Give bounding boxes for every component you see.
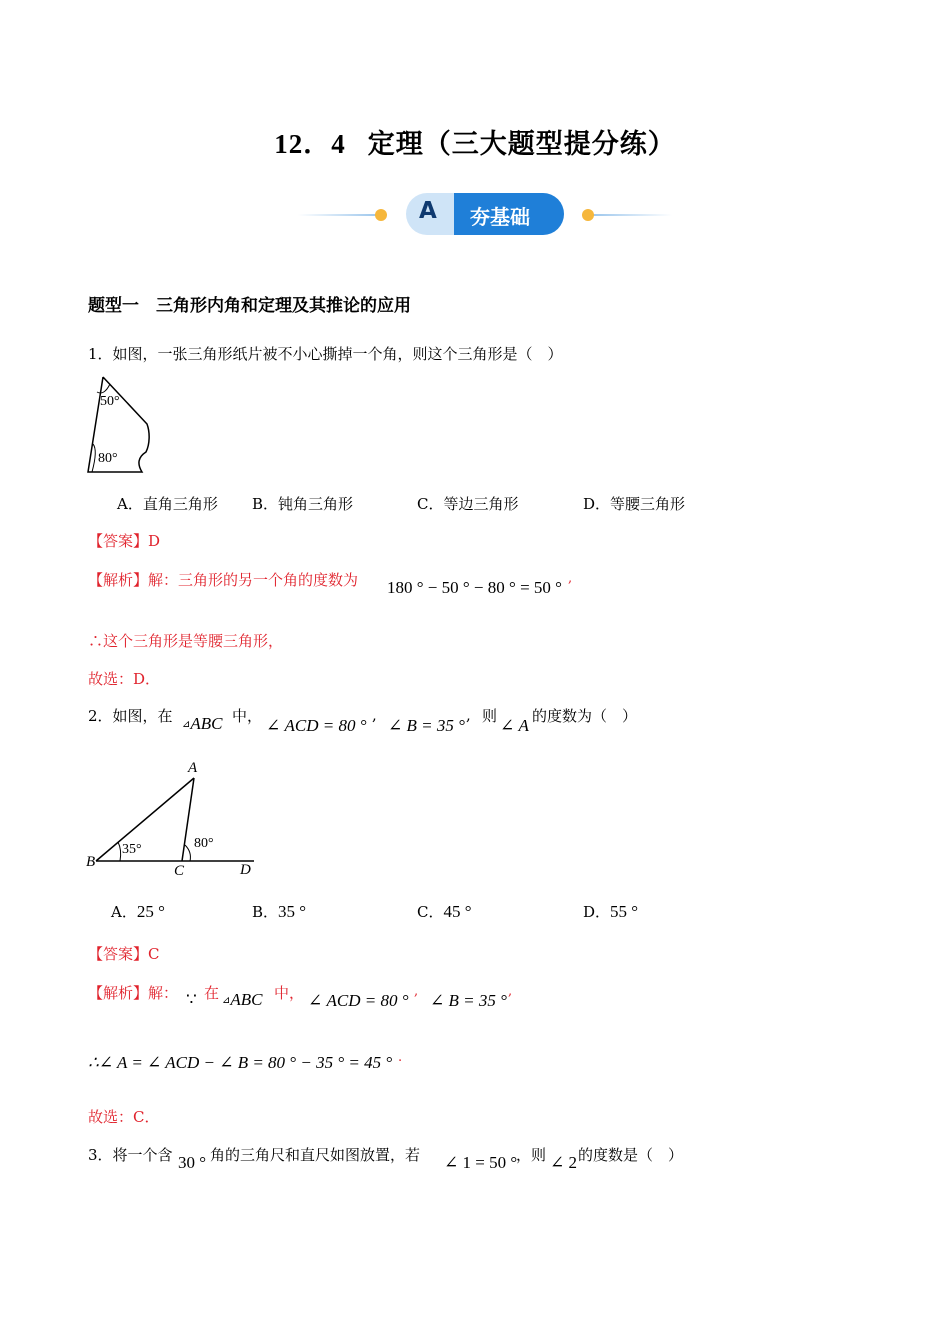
q2-analysis-abc: ⊿ABC xyxy=(222,990,263,1009)
level-badge xyxy=(296,190,676,238)
q2-because: ∵ xyxy=(186,990,197,1009)
q1-option-b[interactable]: B．钝角三角形 xyxy=(252,495,354,513)
q2-stem-post: 的度数为（ ） xyxy=(532,707,638,725)
q2-analysis-sep2: , xyxy=(508,984,513,999)
q2-choose: 故选：C． xyxy=(88,1108,160,1126)
q2-stem-then: 则 xyxy=(482,707,498,725)
q2-figure xyxy=(84,760,264,885)
q2-angle-b: 35° xyxy=(122,842,142,857)
q1-option-a[interactable]: A．直角三角形 xyxy=(117,495,218,513)
q2-analysis-in: 在 xyxy=(204,984,220,1002)
q2-sep2: , xyxy=(466,706,471,724)
triangle-icon: ⊿ xyxy=(182,719,191,730)
q1-analysis-math: 180 ° − 50 ° − 80 ° = 50 ° xyxy=(387,578,562,597)
q2-target: ∠ A xyxy=(500,716,529,735)
badge-label: 夯基础 xyxy=(470,205,530,229)
q2-analysis-cond2: ∠ B = 35 ° xyxy=(430,991,507,1010)
q2-analysis-line2: ∴∠ A = ∠ ACD − ∠ B = 80 ° − 35 ° = 45 ° xyxy=(88,1053,393,1072)
q2-label-c: C xyxy=(174,863,185,879)
q2-analysis-label: 【解析】解： xyxy=(88,984,179,1002)
q3-cond: ∠ 1 = 50 ° xyxy=(444,1153,518,1172)
q2-label-a: A xyxy=(188,760,198,776)
q2-option-d[interactable]: D．55 ° xyxy=(583,902,639,921)
page-title xyxy=(0,122,950,161)
q3-stem-then: ，则 xyxy=(516,1146,547,1164)
q2-analysis-sep: , xyxy=(414,984,419,999)
title-text: 定理（三大题型提分练） xyxy=(367,129,676,160)
q2-analysis-dot: . xyxy=(398,1050,403,1065)
q1-stem: 1．如图，一张三角形纸片被不小心撕掉一个角，则这个三角形是（ ） xyxy=(88,345,563,363)
q1-figure xyxy=(84,372,164,476)
q3-degree: 30 ° xyxy=(178,1153,207,1172)
q2-analysis-cond1: ∠ ACD = 80 ° xyxy=(308,991,409,1010)
q3-stem-post: 的度数是（ ） xyxy=(578,1146,684,1164)
q2-label-b: B xyxy=(86,854,96,870)
q1-angle-top: 50° xyxy=(100,394,120,409)
q2-cond2: ∠ B = 35 ° xyxy=(388,716,465,735)
q1-analysis-comma: , xyxy=(568,571,573,586)
q2-analysis-mid: 中， xyxy=(274,984,305,1002)
q1-option-c[interactable]: C．等边三角形 xyxy=(417,495,519,513)
q2-stem-mid: 中， xyxy=(232,707,263,725)
q1-choose: 故选：D． xyxy=(88,670,161,688)
q3-target: ∠ 2 xyxy=(550,1153,577,1172)
q2-answer: 【答案】C xyxy=(88,945,160,963)
q1-option-d[interactable]: D．等腰三角形 xyxy=(583,495,686,513)
q2-angle-c: 80° xyxy=(194,836,214,851)
q2-cond1: ∠ ACD = 80 ° xyxy=(266,716,367,735)
q2-sep1: , xyxy=(372,706,377,724)
section-heading: 题型一 三角形内角和定理及其推论的应用 xyxy=(88,296,411,316)
q1-answer: 【答案】D xyxy=(88,532,161,550)
q2-option-b[interactable]: B．35 ° xyxy=(252,902,307,921)
q2-option-a[interactable]: A．25 ° xyxy=(111,902,165,921)
q2-label-d: D xyxy=(240,862,251,878)
q2-stem-pre: 2．如图，在 xyxy=(88,707,173,725)
torn-triangle-diagram xyxy=(84,372,164,476)
q3-stem-mid: 角的三角尺和直尺如图放置，若 xyxy=(210,1146,421,1164)
q2-option-c[interactable]: C．45 ° xyxy=(417,902,472,921)
title-number: 12．4 xyxy=(274,129,346,159)
q3-stem-pre: 3．将一个含 xyxy=(88,1146,173,1164)
badge-letter: A xyxy=(419,198,437,224)
q2-abc: ⊿ABC xyxy=(182,714,223,733)
q1-analysis-label: 【解析】解：三角形的另一个角的度数为 xyxy=(88,571,359,589)
q1-analysis-line2: ∴这个三角形是等腰三角形， xyxy=(88,632,284,650)
q1-angle-bottom: 80° xyxy=(98,451,118,466)
